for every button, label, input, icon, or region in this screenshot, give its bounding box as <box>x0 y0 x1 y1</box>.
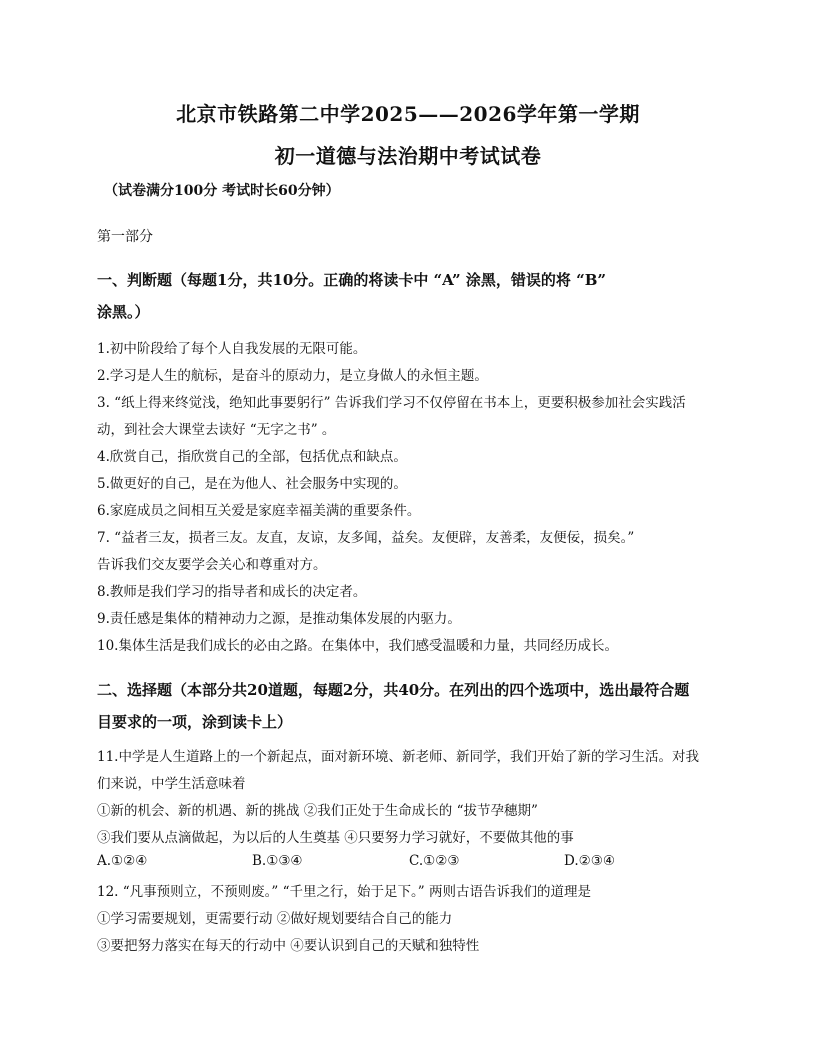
section1-heading <box>97 264 737 328</box>
section2-heading <box>97 674 737 738</box>
q11-option-b: B.①③④ <box>252 853 303 869</box>
part-label: 第一部分 <box>97 229 153 245</box>
section1-heading-line2: 涂黑。） <box>97 303 150 321</box>
judge-item-1: 1.初中阶段给了每个人自我发展的无限可能。 <box>97 341 367 357</box>
q12-statements-2: ③要把努力落实在每天的行动中 ④要认识到自己的天赋和独特性 <box>97 938 480 954</box>
judge-item-7b: 告诉我们交友要学会关心和尊重对方。 <box>97 557 327 573</box>
judge-item-6: 6.家庭成员之间相互关爱是家庭幸福美满的重要条件。 <box>97 503 421 519</box>
section2-heading-line1: 二、选择题（本部分共20道题，每题2分，共40分。在列出的四个选项中，选出最符合题 <box>97 681 690 699</box>
q11-statements-1: ①新的机会、新的机遇、新的挑战 ②我们正处于生命成长的 “拔节孕穗期” <box>97 803 538 819</box>
q11-statements-2: ③我们要从点滴做起，为以后的人生奠基 ④只要努力学习就好，不要做其他的事 <box>97 830 574 846</box>
judge-item-4: 4.欣赏自己，指欣赏自己的全部，包括优点和缺点。 <box>97 449 407 465</box>
judge-item-10: 10.集体生活是我们成长的必由之路。在集体中，我们感受温暖和力量，共同经历成长。 <box>97 638 618 654</box>
exam-title-line1: 北京市铁路第二中学2025——2026学年第一学期 <box>176 102 640 126</box>
q12-statements-1: ①学习需要规划，更需要行动 ②做好规划要结合自己的能力 <box>97 911 453 927</box>
q11-stem-line2: 们来说，中学生活意味着 <box>97 776 246 792</box>
q11-option-a: A.①②④ <box>97 853 148 869</box>
section1-heading-line1: 一、判断题（每题1分，共10分。正确的将读卡中 “A” 涂黑，错误的将 “B” <box>97 271 607 289</box>
judge-item-7a: 7. “益者三友，损者三友。友直，友谅，友多闻，益矣。友便辟，友善柔，友便佞，损矣。” <box>97 530 635 546</box>
judge-item-8: 8.教师是我们学习的指导者和成长的决定者。 <box>97 584 367 600</box>
judge-item-2: 2.学习是人生的航标，是奋斗的原动力，是立身做人的永恒主题。 <box>97 368 488 384</box>
exam-title-line2: 初一道德与法治期中考试试卷 <box>274 144 542 168</box>
judge-item-3b: 动，到社会大课堂去读好 “无字之书” 。 <box>97 422 336 438</box>
exam-note: （试卷满分100分 考试时长60分钟） <box>104 183 340 199</box>
q12-stem: 12. “凡事预则立，不预则废。” “千里之行，始于足下。” 两则古语告诉我们的道理是 <box>97 884 591 900</box>
q11-option-c: C.①②③ <box>409 853 460 869</box>
judge-item-5: 5.做更好的自己，是在为他人、社会服务中实现的。 <box>97 476 407 492</box>
section2-heading-line2: 目要求的一项，涂到读卡上） <box>97 713 293 731</box>
q11-stem-line1: 11.中学是人生道路上的一个新起点，面对新环境、新老师、新同学，我们开始了新的学习生活。对我 <box>97 749 699 765</box>
q11-option-d: D.②③④ <box>564 853 615 869</box>
judge-item-3a: 3. “纸上得来终觉浅，绝知此事要躬行” 告诉我们学习不仅停留在书本上，更要积极参加社会实践活 <box>97 395 686 411</box>
judge-item-9: 9.责任感是集体的精神动力之源，是推动集体发展的内驱力。 <box>97 611 461 627</box>
